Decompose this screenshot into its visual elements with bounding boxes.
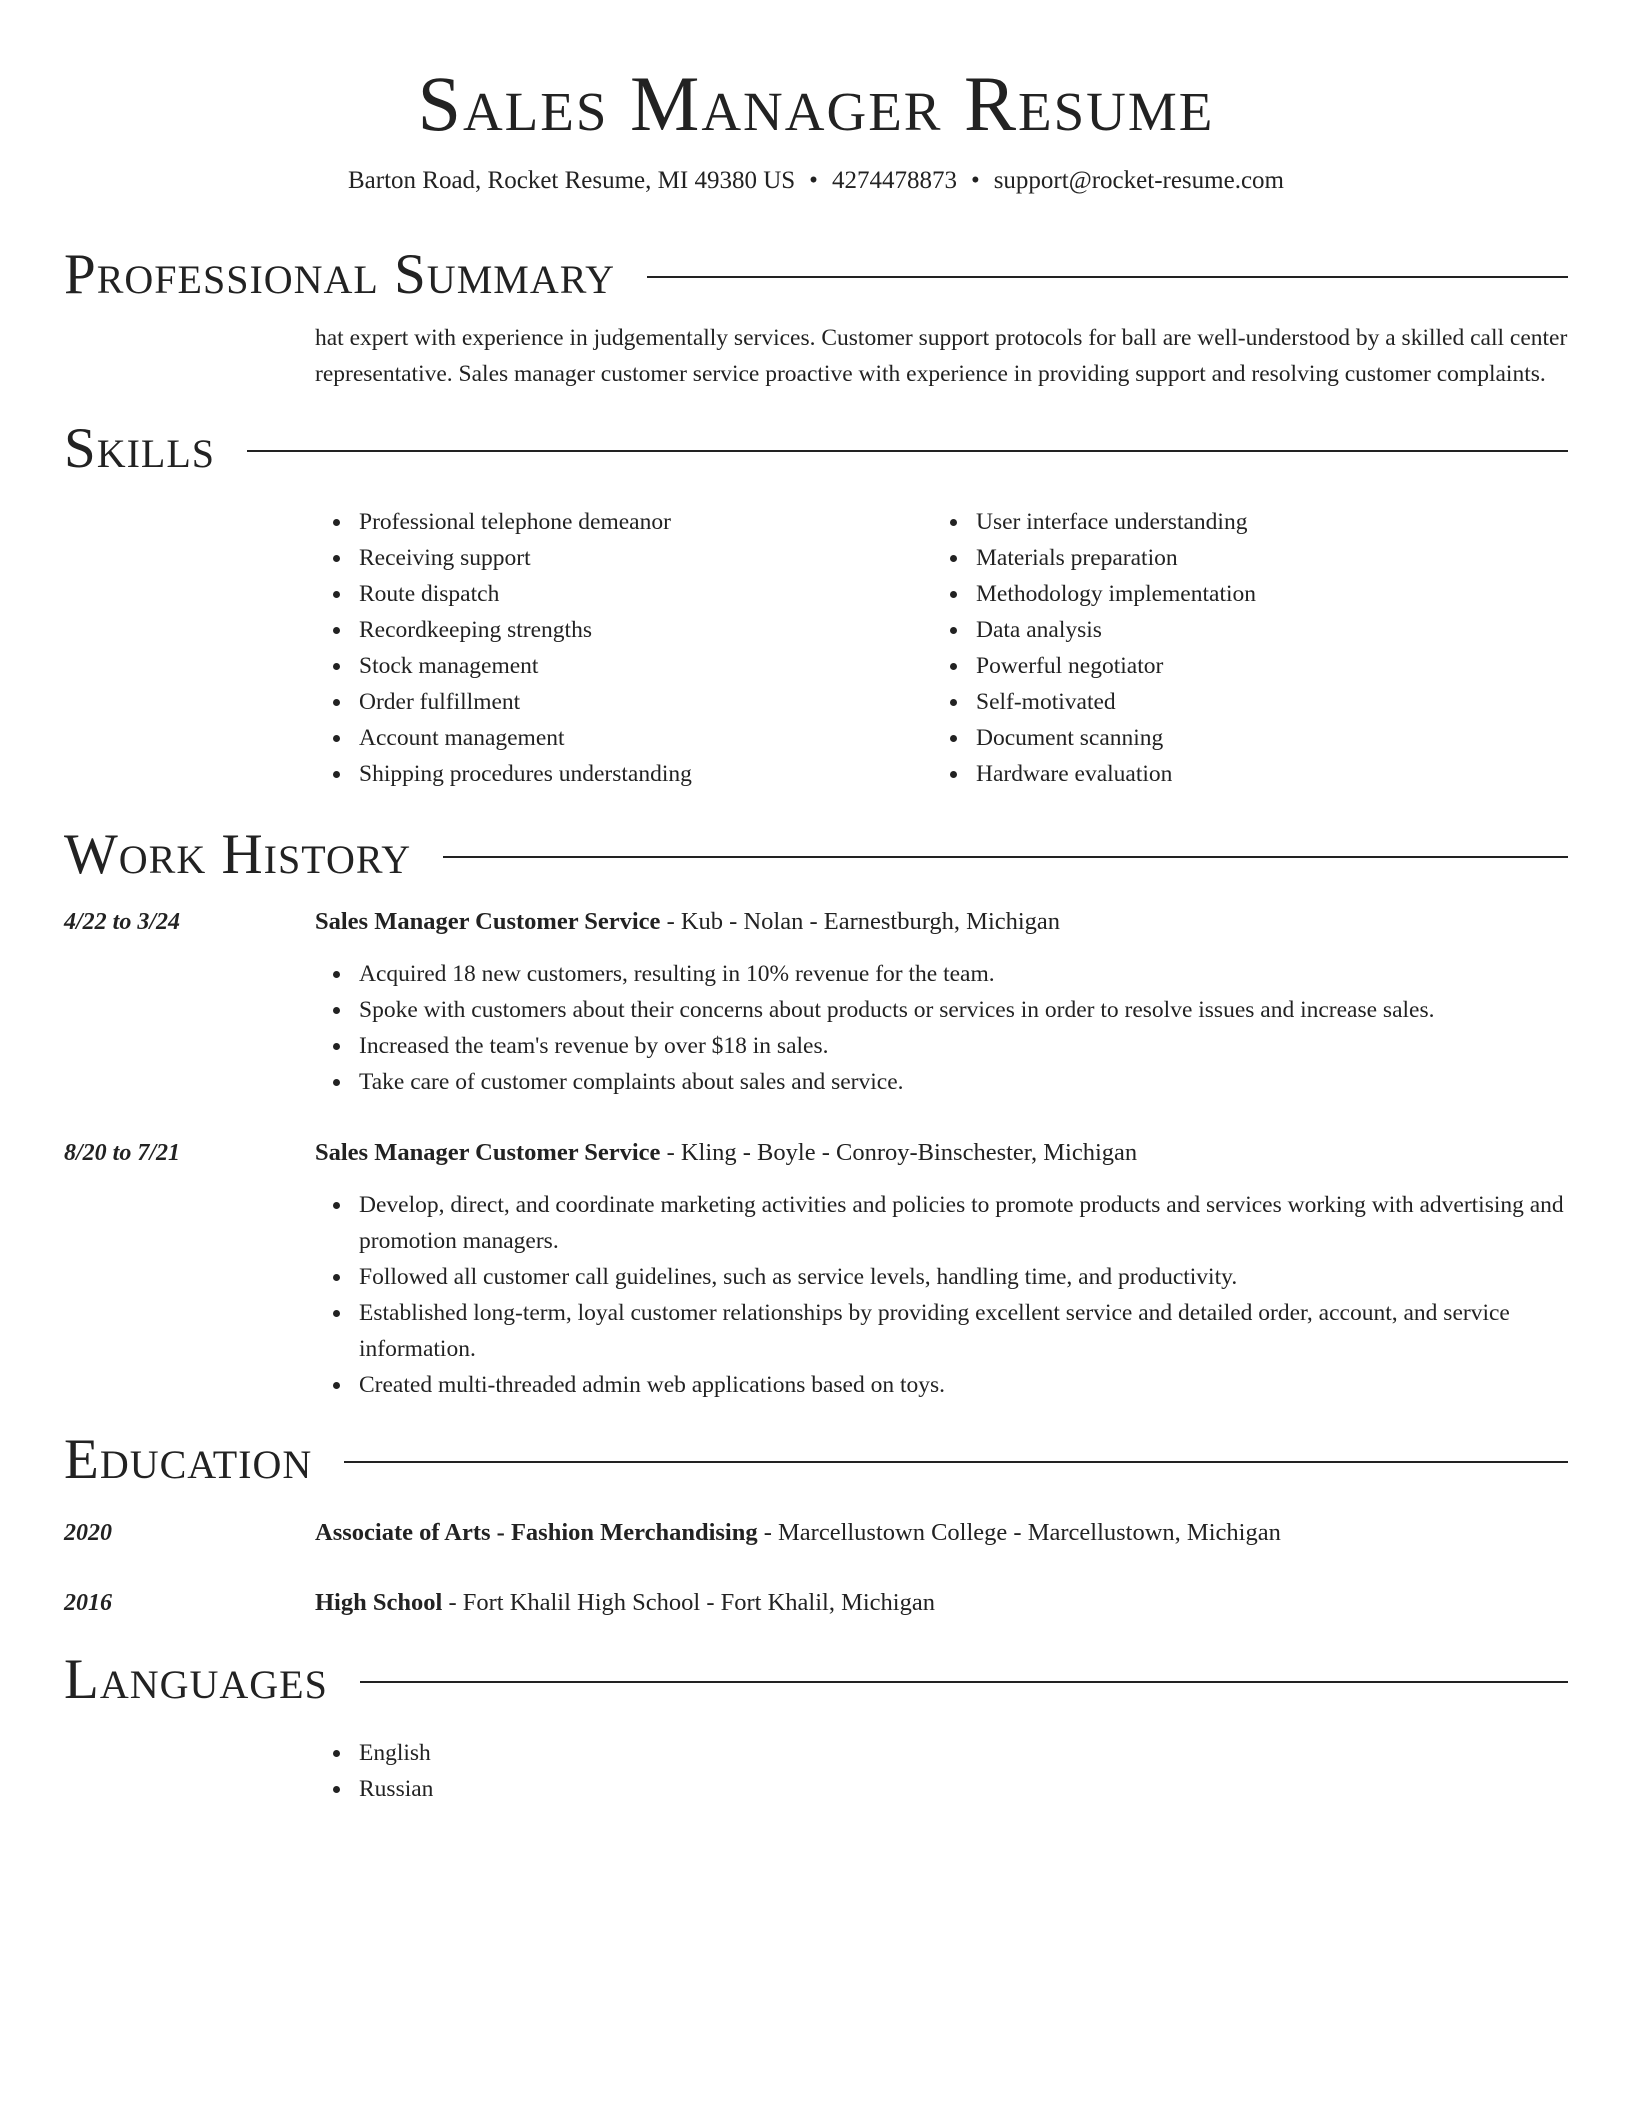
skill-item: Methodology implementation (976, 576, 1256, 612)
job-bullets (315, 956, 1568, 1100)
education-entry (64, 1585, 1568, 1621)
skill-item: Receiving support (359, 540, 932, 576)
education-school-location: - Fort Khalil High School - Fort Khalil, Michigan (442, 1589, 935, 1616)
skill-item: Account management (359, 720, 932, 756)
job-header-line (315, 1135, 1568, 1171)
job-company-location: - Kling - Boyle - Conroy-Binschester, Michigan (660, 1139, 1138, 1166)
summary-text: hat expert with experience in judgementally services. Customer support protocols for ball are well-understood by a skilled call center representative. Sales manager customer service proactive with experience in providing support and resolving customer complaints. (315, 325, 1568, 387)
skills-list (315, 504, 1568, 792)
job-entry (64, 1135, 1568, 1403)
skills-column-1 (315, 504, 932, 792)
skill-item: Powerful negotiator (976, 648, 1256, 684)
section-divider (443, 856, 1568, 858)
education-body (315, 1515, 1568, 1551)
contact-line (64, 164, 1568, 198)
job-bullet: Acquired 18 new customers, resulting in 10% revenue for the team. (359, 956, 1568, 992)
languages-list (315, 1735, 1568, 1807)
skill-item: Stock management (359, 648, 932, 684)
contact-email: support@rocket-resume.com (993, 167, 1284, 194)
job-dates: 4/22 to 3/24 (64, 909, 181, 935)
job-bullet: Followed all customer call guidelines, such as service levels, handling time, and productivity. (359, 1259, 1568, 1295)
skill-item: Route dispatch (359, 576, 932, 612)
language-item: Russian (359, 1771, 1568, 1807)
job-header-line (315, 904, 1568, 940)
skill-item: Recordkeeping strengths (359, 612, 932, 648)
section-divider (247, 450, 1568, 452)
job-bullet: Increased the team's revenue by over $18 in sales. (359, 1028, 1568, 1064)
job-bullet: Established long-term, loyal customer relationships by providing excellent service and detailed order, account, and service information. (359, 1295, 1568, 1367)
section-divider (360, 1681, 1568, 1683)
job-bullet: Spoke with customers about their concerns about products or services in order to resolve issues and increase sales. (359, 992, 1568, 1028)
contact-phone: 4274478873 (831, 167, 957, 194)
education-degree: Associate of Arts - Fashion Merchandising (315, 1519, 758, 1546)
job-bullet: Take care of customer complaints about sales and service. (359, 1064, 1568, 1100)
job-body (315, 904, 1568, 1100)
job-body (315, 1135, 1568, 1403)
section-divider (344, 1461, 1568, 1463)
skills-column-2 (932, 504, 1256, 792)
education-heading: Education (64, 1428, 313, 1491)
education-school-location: - Marcellustown College - Marcellustown, Michigan (757, 1519, 1281, 1546)
education-degree: High School (315, 1589, 443, 1616)
job-dates: 8/20 to 7/21 (64, 1140, 181, 1166)
summary-section-header (64, 242, 1568, 308)
skill-item: Shipping procedures understanding (359, 756, 932, 792)
section-divider (647, 276, 1568, 278)
job-bullet: Develop, direct, and coordinate marketing activities and policies to promote products and services working with advertising and promotion managers. (359, 1187, 1568, 1259)
education-year: 2016 (64, 1590, 112, 1616)
contact-separator: • (970, 167, 980, 194)
skill-item: Hardware evaluation (976, 756, 1256, 792)
job-bullets (315, 1187, 1568, 1403)
summary-heading: Professional Summary (64, 243, 616, 306)
skill-item: Document scanning (976, 720, 1256, 756)
language-item: English (359, 1735, 1568, 1771)
education-year: 2020 (64, 1520, 112, 1546)
skills-section-header (64, 416, 1568, 482)
languages-heading: Languages (64, 1648, 328, 1711)
job-bullet: Created multi-threaded admin web applications based on toys. (359, 1367, 1568, 1403)
work-history-heading: Work History (64, 823, 412, 886)
skill-item: Order fulfillment (359, 684, 932, 720)
skills-heading: Skills (64, 417, 216, 480)
job-title: Sales Manager Customer Service (315, 1139, 661, 1166)
contact-address: Barton Road, Rocket Resume, MI 49380 US (347, 167, 796, 194)
skill-item: Self-motivated (976, 684, 1256, 720)
job-company-location: - Kub - Nolan - Earnestburgh, Michigan (660, 908, 1061, 935)
resume-title: Sales Manager Resume (417, 60, 1215, 147)
contact-separator: • (809, 167, 818, 194)
education-body (315, 1585, 1568, 1621)
job-title: Sales Manager Customer Service (315, 908, 661, 935)
work-history-section-header (64, 822, 1568, 888)
skill-item: Materials preparation (976, 540, 1256, 576)
skill-item: User interface understanding (976, 504, 1256, 540)
skill-item: Professional telephone demeanor (359, 504, 932, 540)
skill-item: Data analysis (976, 612, 1256, 648)
education-section-header (64, 1427, 1568, 1493)
job-entry (64, 904, 1568, 1100)
languages-section-header (64, 1647, 1568, 1713)
education-entry (64, 1515, 1568, 1551)
